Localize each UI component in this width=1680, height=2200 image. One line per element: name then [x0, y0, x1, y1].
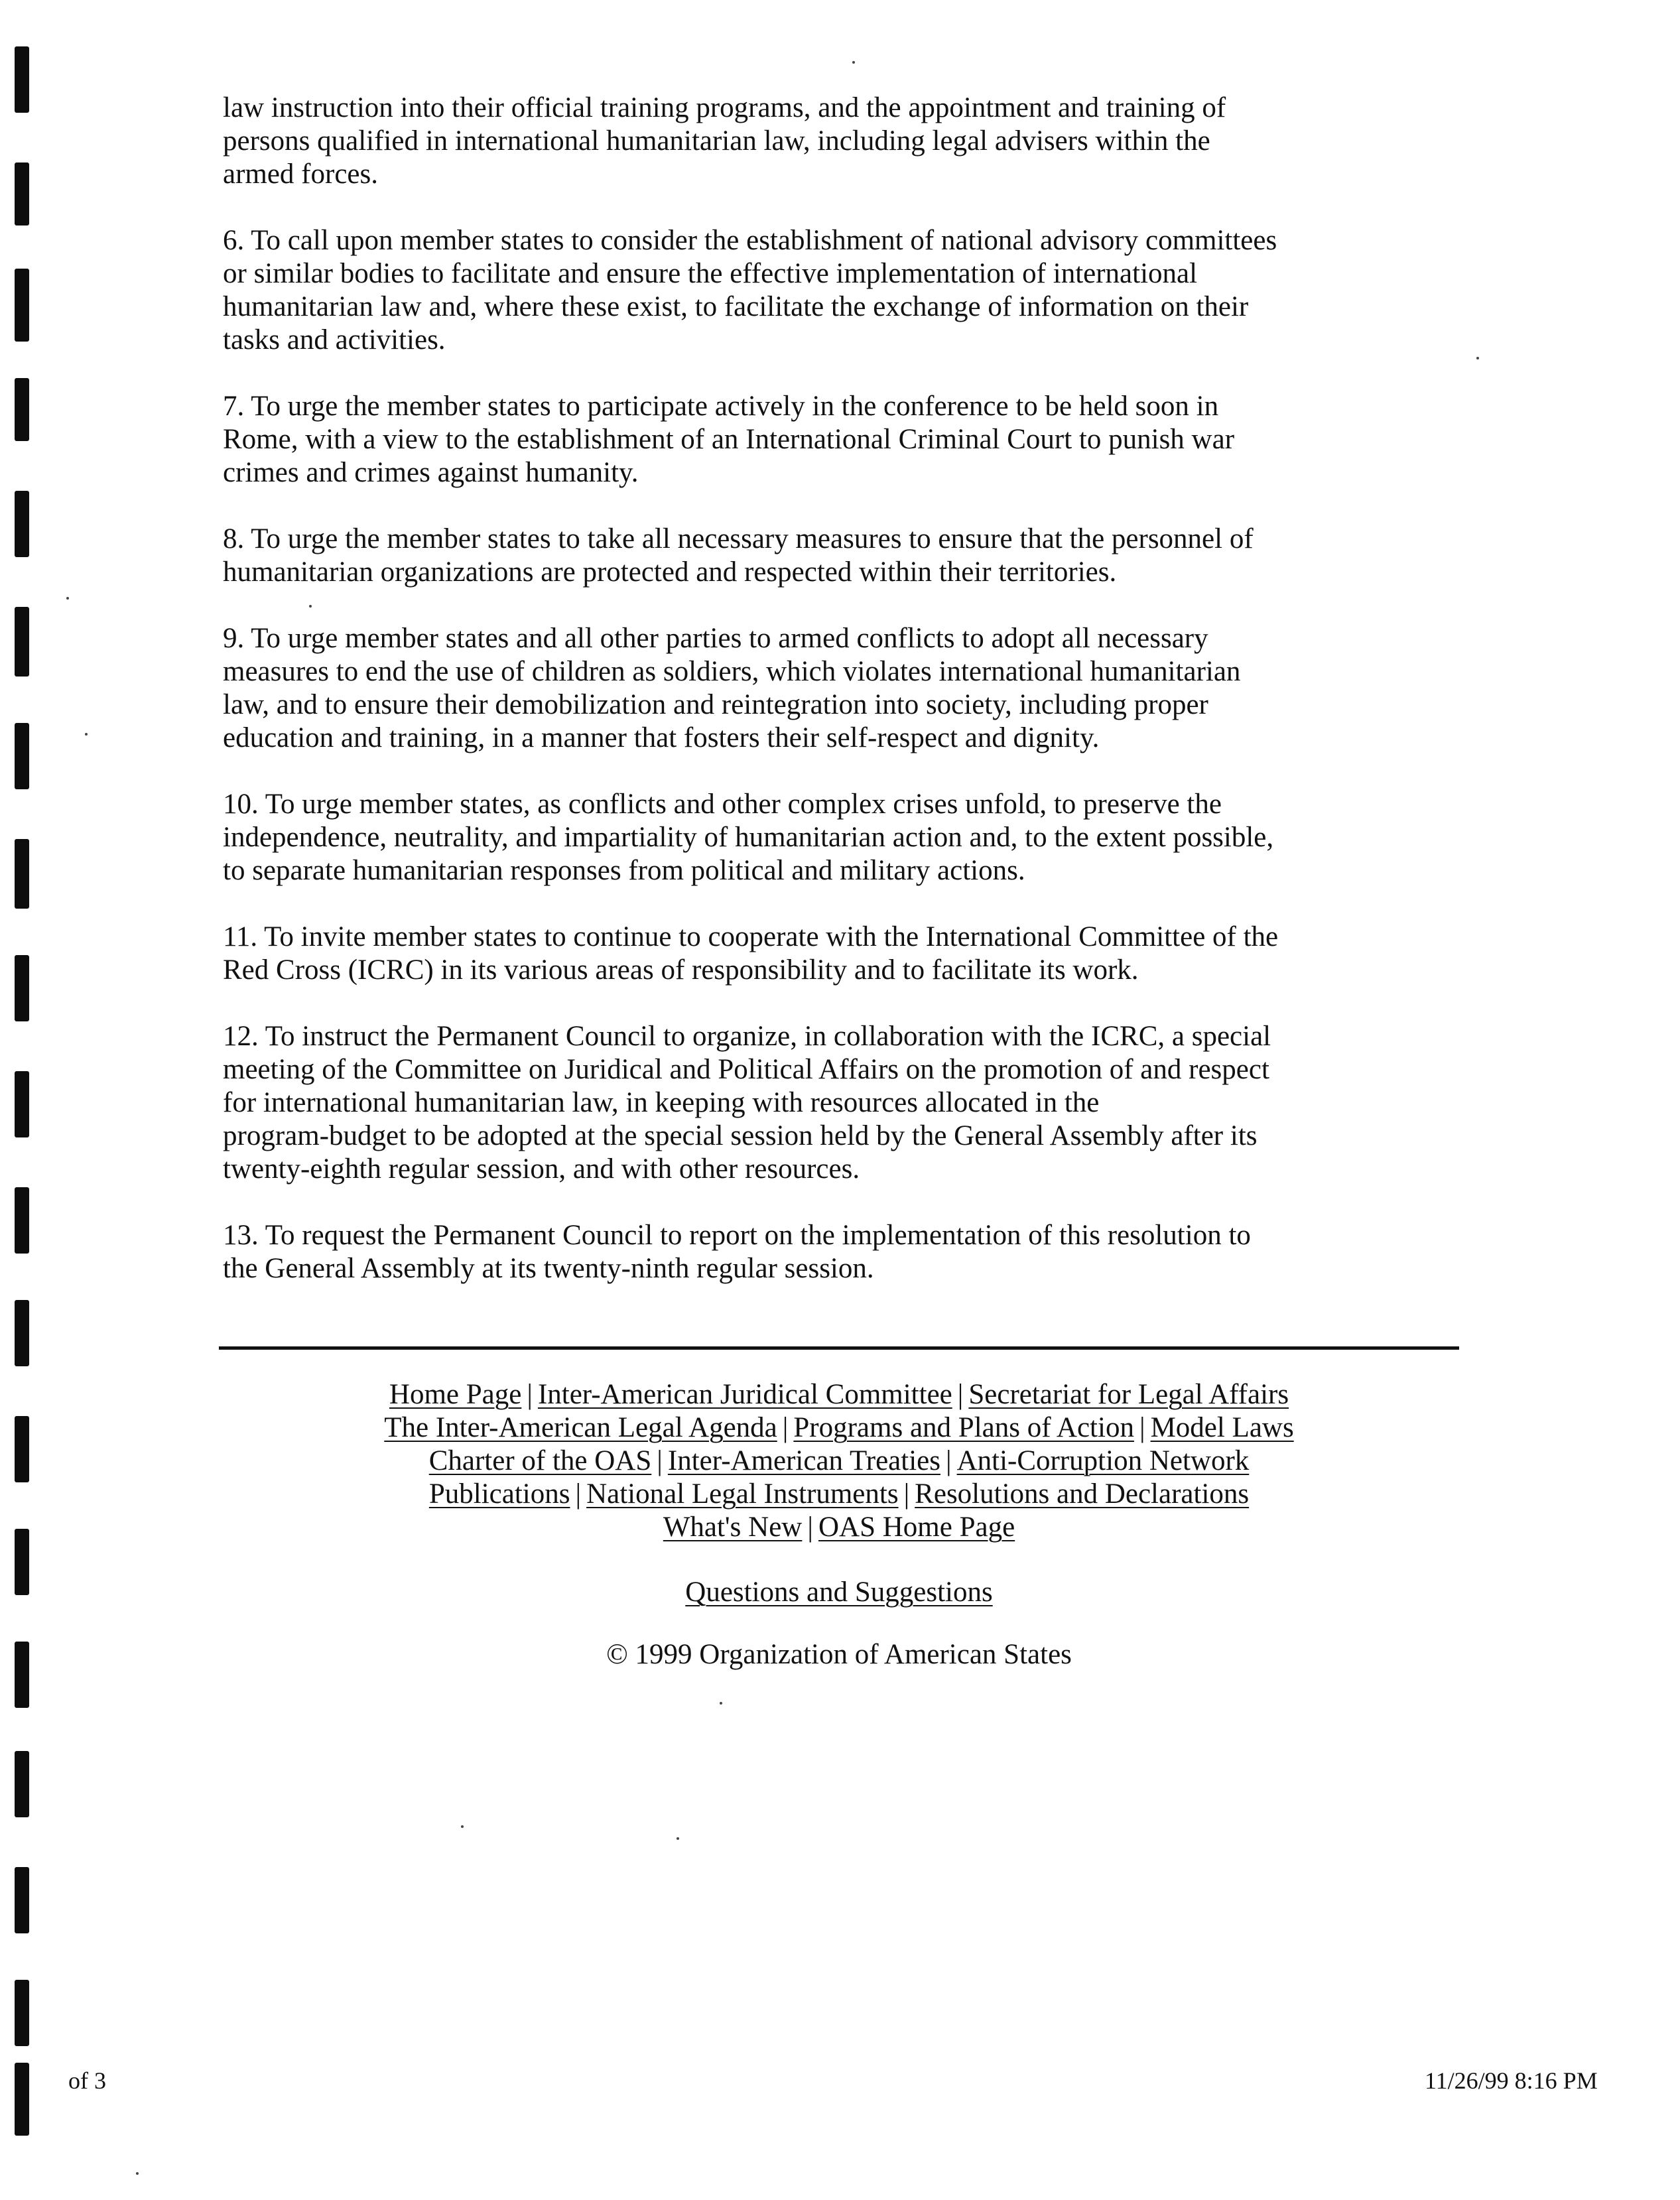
binder-hole-mark	[15, 1187, 29, 1254]
page-number: of 3	[68, 2067, 106, 2094]
binder-hole-mark	[15, 1529, 29, 1595]
scan-speck	[85, 733, 88, 736]
nav-line	[219, 1511, 1459, 1544]
paragraph-10: 10. To urge member states, as conflicts and other complex crises unfold, to preserve the independence, neutrality, and impartiality of humanitarian action and, to the extent possible, to separate humanitarian responses from political and military actions.	[223, 789, 1274, 886]
binder-hole-mark	[15, 839, 29, 909]
binder-hole-mark	[15, 723, 29, 789]
footer-navigation	[219, 1378, 1459, 1544]
link-charter[interactable]: Charter of the OAS	[428, 1445, 652, 1476]
scan-speck	[1476, 357, 1479, 359]
scan-speck	[461, 1825, 464, 1828]
paragraph-11: 11. To invite member states to continue to cooperate with the International Committee of the Red Cross (ICRC) in its various areas of responsibility and to facilitate its work.	[223, 921, 1279, 986]
nav-separator: |	[782, 1412, 789, 1443]
binder-hole-mark	[15, 46, 29, 113]
binder-hole-mark	[15, 269, 29, 342]
link-model-laws[interactable]: Model Laws	[1150, 1412, 1294, 1443]
binder-hole-mark	[15, 1300, 29, 1366]
scan-speck	[852, 61, 855, 64]
scan-speck	[136, 2172, 139, 2175]
binder-hole-mark	[15, 1980, 29, 2046]
binder-hole-mark	[15, 1071, 29, 1137]
binder-hole-mark	[15, 162, 29, 226]
scan-speck	[677, 1837, 679, 1840]
binder-hole-mark	[15, 955, 29, 1021]
scan-speck	[66, 597, 69, 600]
paragraph-continued: law instruction into their official training programs, and the appointment and training of persons qualified in international humanitarian law, including legal advisers within the armed forces.	[223, 92, 1226, 190]
nav-separator: |	[657, 1445, 663, 1476]
nav-separator: |	[945, 1445, 952, 1476]
copyright-notice: © 1999 Organization of American States	[606, 1639, 1072, 1670]
horizontal-divider	[219, 1346, 1459, 1350]
paragraph-8: 8. To urge the member states to take all necessary measures to ensure that the personnel of humanitarian organizations are protected and respected within their territories.	[223, 523, 1254, 588]
nav-separator: |	[957, 1379, 964, 1410]
nav-line	[219, 1445, 1459, 1478]
paragraph-13: 13. To request the Permanent Council to report on the implementation of this resolution to the General Assembly at its twenty-ninth regular session.	[223, 1220, 1251, 1284]
binder-hole-mark	[15, 1642, 29, 1708]
nav-separator: |	[807, 1512, 813, 1543]
link-publications[interactable]: Publications	[428, 1478, 570, 1510]
nav-separator: |	[527, 1379, 533, 1410]
paragraph-9: 9. To urge member states and all other parties to armed conflicts to adopt all necessary measures to end the use of children as soldiers, which violates international humanitarian law, and to ensure their demobilization and reintegration into society, including proper education and training, in a manner that fosters their self-respect and dignity.	[223, 623, 1241, 753]
questions-section	[219, 1576, 1459, 1609]
link-questions-suggestions[interactable]: Questions and Suggestions	[685, 1577, 993, 1608]
link-legal-agenda[interactable]: The Inter-American Legal Agenda	[384, 1412, 777, 1443]
link-whats-new[interactable]: What's New	[663, 1512, 803, 1543]
link-resolutions[interactable]: Resolutions and Declarations	[915, 1478, 1250, 1510]
paragraph-6: 6. To call upon member states to consider the establishment of national advisory committees or similar bodies to facilitate and ensure the effective implementation of international humanitarian law and, where these exist, to facilitate the exchange of information on their tasks and activities.	[223, 225, 1277, 356]
binder-hole-mark	[15, 378, 29, 441]
print-timestamp: 11/26/99 8:16 PM	[1425, 2067, 1598, 2094]
paragraph-12: 12. To instruct the Permanent Council to organize, in collaboration with the ICRC, a special meeting of the Committee on Juridical and Political Affairs on the promotion of and respect for international humanitarian law, in keeping with resources allocated in the program-budget to be adopted at the special session held by the General Assembly after its twenty-eighth regular session, and with other resources.	[223, 1021, 1271, 1185]
link-treaties[interactable]: Inter-American Treaties	[667, 1445, 940, 1476]
binder-hole-mark	[15, 1751, 29, 1817]
nav-line	[219, 1411, 1459, 1445]
link-legal-affairs[interactable]: Secretariat for Legal Affairs	[968, 1379, 1289, 1410]
link-juridical-committee[interactable]: Inter-American Juridical Committee	[537, 1379, 952, 1410]
binder-hole-mark	[15, 607, 29, 677]
resolution-body	[223, 92, 1470, 1319]
link-legal-instruments[interactable]: National Legal Instruments	[586, 1478, 899, 1510]
link-programs[interactable]: Programs and Plans of Action	[793, 1412, 1134, 1443]
link-oas-home[interactable]: OAS Home Page	[818, 1512, 1015, 1543]
link-home-page[interactable]: Home Page	[389, 1379, 522, 1410]
link-anti-corruption[interactable]: Anti-Corruption Network	[956, 1445, 1250, 1476]
binder-hole-mark	[15, 1867, 29, 1933]
binder-hole-mark	[15, 1416, 29, 1482]
nav-separator: |	[903, 1478, 910, 1510]
nav-separator: |	[575, 1478, 582, 1510]
paragraph-7: 7. To urge the member states to participate actively in the conference to be held soon in Rome, with a view to the establishment of an International Criminal Court to punish war crimes and crimes against humanity.	[223, 391, 1235, 488]
scan-speck	[720, 1702, 722, 1705]
nav-line	[219, 1378, 1459, 1411]
nav-separator: |	[1139, 1412, 1145, 1443]
binder-hole-mark	[15, 491, 29, 557]
nav-line	[219, 1478, 1459, 1511]
binder-hole-mark	[15, 2063, 29, 2136]
